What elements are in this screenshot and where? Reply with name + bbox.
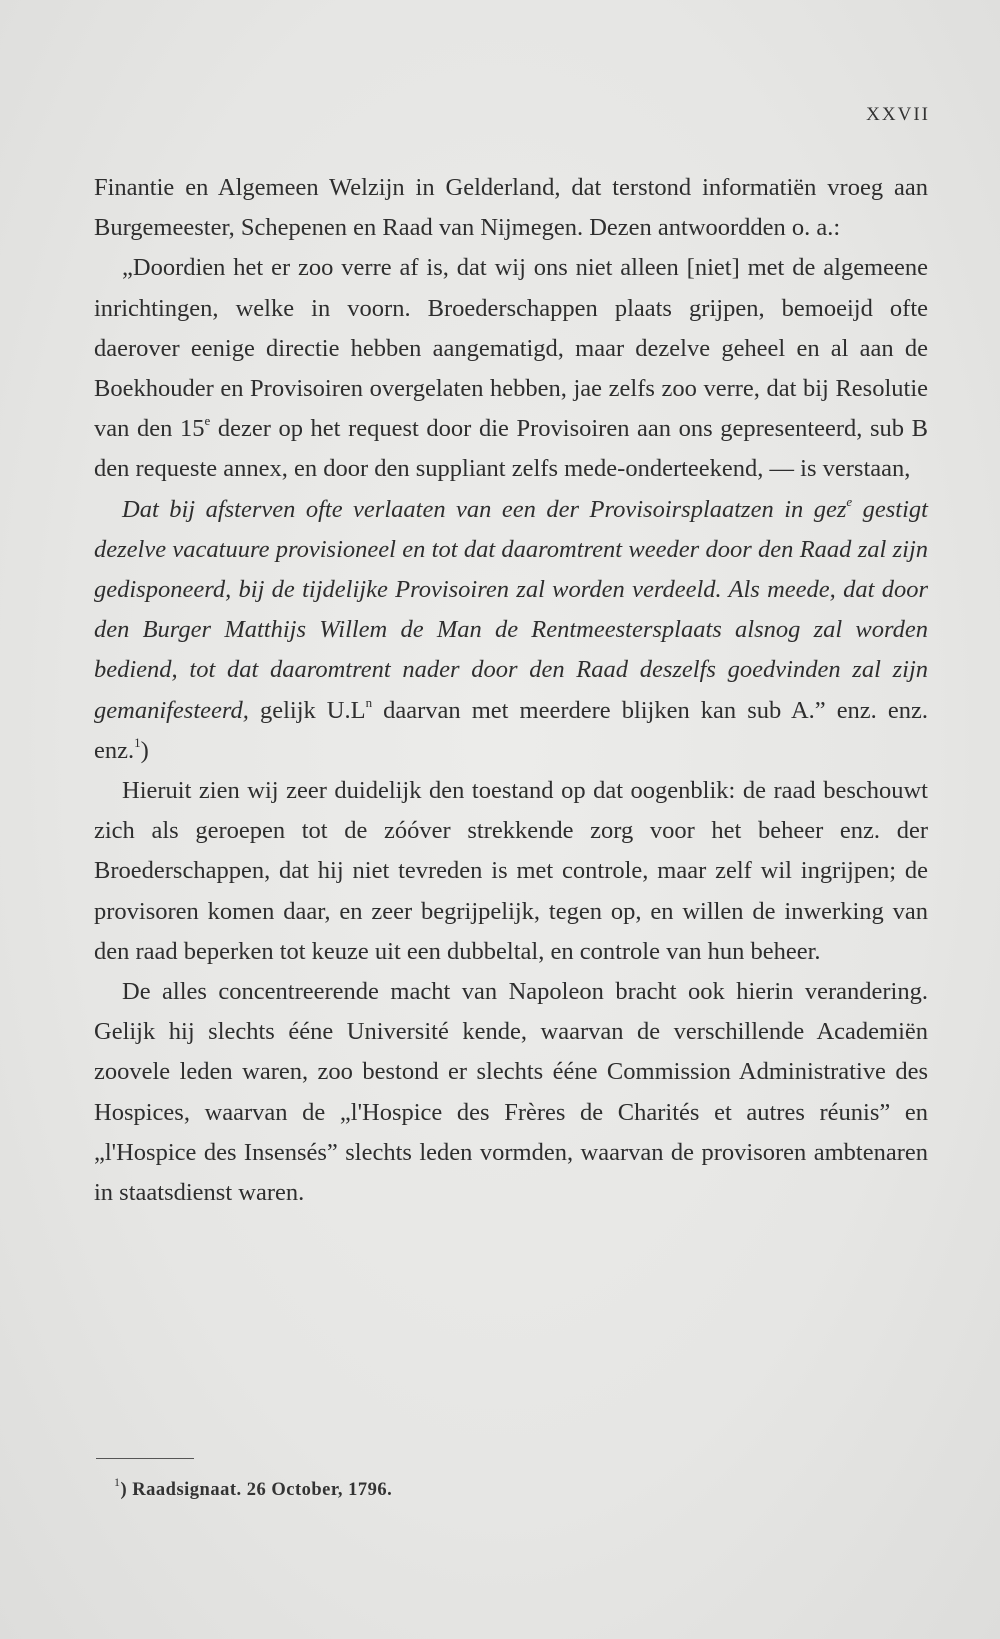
footnote-reference-paren: ) bbox=[140, 736, 149, 764]
napoleon-text: De alles concentreerende macht van Napoleon bracht ook hierin verandering. Gelijk hij slechts ééne Université kende, waarvan de verschillende Academiën zoovele leden waren, zoo bestond er slechts ééne Commission Administrative des Hospices, waarvan de „l'Hospice des Frères de Charités et autres réunis” en „l'Hospice des Insensés” slechts leden vormden, waarvan de provisoren ambtenaren in staatsdienst waren. bbox=[94, 978, 928, 1207]
body-text bbox=[94, 168, 928, 1213]
quotation-text-2: dezer op het request door die Provisoiren aan ons gepresenteerd, sub B den requeste annex, en door den suppliant zelfs mede-onderteekend, — is verstaan, bbox=[94, 415, 928, 483]
resolution-italic-1: Dat bij afsterven ofte verlaaten van een der Provisoirsplaatzen in gez bbox=[122, 495, 847, 523]
footnote-marker-paren: ) bbox=[120, 1480, 128, 1500]
footnote-text: Raadsignaat. 26 October, 1796. bbox=[127, 1480, 393, 1500]
footnote-divider bbox=[96, 1458, 194, 1459]
paragraph-intro bbox=[94, 168, 928, 248]
intro-text: Finantie en Algemeen Welzijn in Gelderland, dat terstond informatiën vroeg aan Burgemeester, Schepenen en Raad van Nijmegen. Dezen antwoordden o. a.: bbox=[94, 174, 928, 242]
footnote-reference: 1 bbox=[134, 734, 141, 750]
paragraph-quotation bbox=[94, 248, 928, 489]
paragraph-napoleon bbox=[94, 972, 928, 1213]
resolution-italic-2: gestigt dezelve vacatuure provisioneel en tot dat daaromtrent weeder door den Raad zal zijn gedisponeerd, bij de tijdelijke Provisoiren zal worden verdeeld. Als meede, dat door den Burger Matthijs Willem de Man de Rentmeestersplaats alsnog zal worden bediend, tot dat daaromtrent nader door den Raad deszelfs goedvinden zal zijn gemanifesteerd, bbox=[94, 495, 928, 724]
resolution-tail-2: daarvan met meerdere blijken kan sub A.” enz. enz. enz. bbox=[94, 696, 928, 764]
analysis-text: Hieruit zien wij zeer duidelijk den toestand op dat oogenblik: de raad beschouwt zich als geroepen tot de zóóver strekkende zorg voor het beheer enz. der Broederschappen, dat hij niet tevreden is met controle, maar zelf wil ingrijpen; de provisoren komen daar, en zeer begrijpelijk, tegen op, en willen de inwerking van den raad beperken tot keuze uit een dubbeltal, en controle van hun beheer. bbox=[94, 777, 928, 965]
superscript-n: n bbox=[365, 694, 373, 710]
superscript-e: e bbox=[204, 413, 211, 429]
footnote-marker: 1 bbox=[114, 1475, 121, 1489]
page-number: XXVII bbox=[866, 104, 930, 125]
superscript-e-italic: e bbox=[846, 493, 853, 509]
paragraph-resolution bbox=[94, 490, 928, 771]
resolution-tail-1: gelijk U.L bbox=[248, 696, 366, 724]
footnote bbox=[114, 1475, 393, 1501]
paragraph-analysis bbox=[94, 771, 928, 972]
quotation-text-1: „Doordien het er zoo verre af is, dat wij ons niet alleen [niet] met de algemeene inrichtingen, welke in voorn. Broederschappen plaats grijpen, bemoeijd ofte daerover eenige directie hebben aangematigd, maar dezelve geheel en al aan de Boekhouder en Provisoiren overgelaten hebben, jae zelfs zoo verre, dat bij Resolutie van den 15 bbox=[94, 254, 928, 443]
